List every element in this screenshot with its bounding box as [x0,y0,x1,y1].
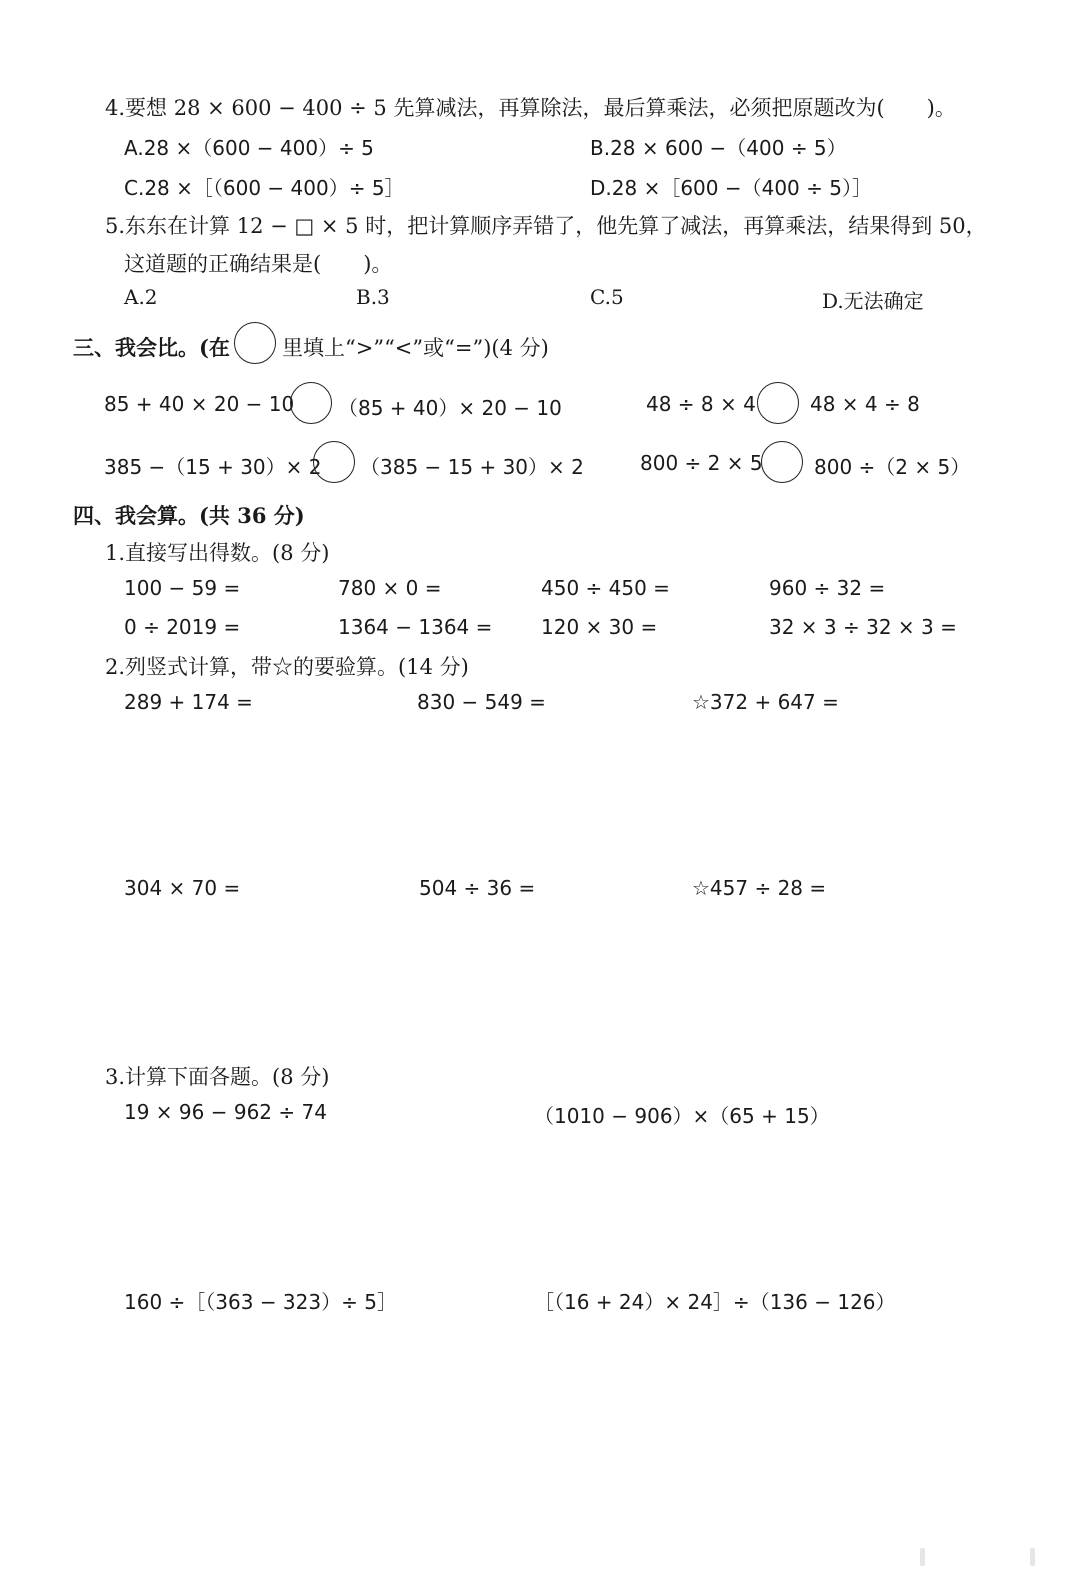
compare-2-right: 48 × 4 ÷ 8 [810,392,920,416]
part-1-title: 1.直接写出得数。(8 分) [105,541,330,565]
question-4-stem: 4.要想 28 × 600 − 400 ÷ 5 先算减法，再算除法，最后算乘法，必须把原题改为( )。 [105,96,956,120]
question-5-stem-line1: 5.东东在计算 12 − □ × 5 时，把计算顺序弄错了，他先算了减法，再算乘法，结果得到 50， [105,214,987,238]
q5-option-d: D.无法确定 [822,289,924,313]
mental-calc-item: 450 ÷ 450 = [541,576,670,600]
part-2-title: 2.列竖式计算，带☆的要验算。(14 分) [105,655,469,679]
title-example-circle [234,322,276,364]
compare-4-left: 800 ÷ 2 × 5 [640,451,763,475]
compare-2-left: 48 ÷ 8 × 4 [646,392,756,416]
mental-calc-item: 32 × 3 ÷ 32 × 3 = [769,615,957,639]
mental-calc-item: 1364 − 1364 = [338,615,493,639]
expression-item: （1010 − 906）×（65 + 15） [534,1104,830,1128]
section-4-title: 四、我会算。(共 36 分) [73,503,305,528]
question-5-stem-line2: 这道题的正确结果是( )。 [124,252,393,276]
section-3-title-suffix: 里填上“>”“<”或“=”)(4 分) [282,336,549,360]
vertical-calc-item: 830 − 549 = [417,690,546,714]
part-3-title: 3.计算下面各题。(8 分) [105,1065,330,1089]
compare-1-answer-circle[interactable] [290,382,332,424]
vertical-calc-item: 504 ÷ 36 = [419,876,536,900]
compare-1-left: 85 + 40 × 20 − 10 [104,392,295,416]
q4-option-b: B.28 × 600 −（400 ÷ 5） [590,136,847,160]
q5-option-b: B.3 [356,285,390,309]
compare-2-answer-circle[interactable] [757,382,799,424]
compare-3-right: （385 − 15 + 30）× 2 [360,455,584,479]
compare-1-right: （85 + 40）× 20 − 10 [338,396,562,420]
vertical-calc-item: ☆457 ÷ 28 = [692,876,827,900]
vertical-calc-item: 304 × 70 = [124,876,241,900]
q4-option-a: A.28 ×（600 − 400）÷ 5 [124,136,374,160]
mental-calc-item: 100 − 59 = [124,576,241,600]
q5-option-a: A.2 [124,285,158,309]
page-indicator-mark [1030,1548,1035,1566]
section-3-title-prefix: 三、我会比。(在 [73,335,230,360]
vertical-calc-item: ☆372 + 647 = [692,690,839,714]
q5-option-c: C.5 [590,285,624,309]
compare-4-answer-circle[interactable] [761,441,803,483]
q4-option-c: C.28 ×［（600 − 400）÷ 5］ [124,176,405,200]
expression-item: ［（16 + 24）× 24］÷（136 − 126） [534,1290,896,1314]
compare-4-right: 800 ÷（2 × 5） [814,455,971,479]
expression-item: 160 ÷［（363 − 323）÷ 5］ [124,1290,397,1314]
q4-option-d: D.28 ×［600 −（400 ÷ 5）］ [590,176,872,200]
vertical-calc-item: 289 + 174 = [124,690,253,714]
mental-calc-item: 960 ÷ 32 = [769,576,886,600]
compare-3-answer-circle[interactable] [313,441,355,483]
mental-calc-item: 0 ÷ 2019 = [124,615,241,639]
expression-item: 19 × 96 − 962 ÷ 74 [124,1100,327,1124]
mental-calc-item: 120 × 30 = [541,615,658,639]
mental-calc-item: 780 × 0 = [338,576,442,600]
page-indicator-mark [920,1548,925,1566]
compare-3-left: 385 −（15 + 30）× 2 [104,455,322,479]
